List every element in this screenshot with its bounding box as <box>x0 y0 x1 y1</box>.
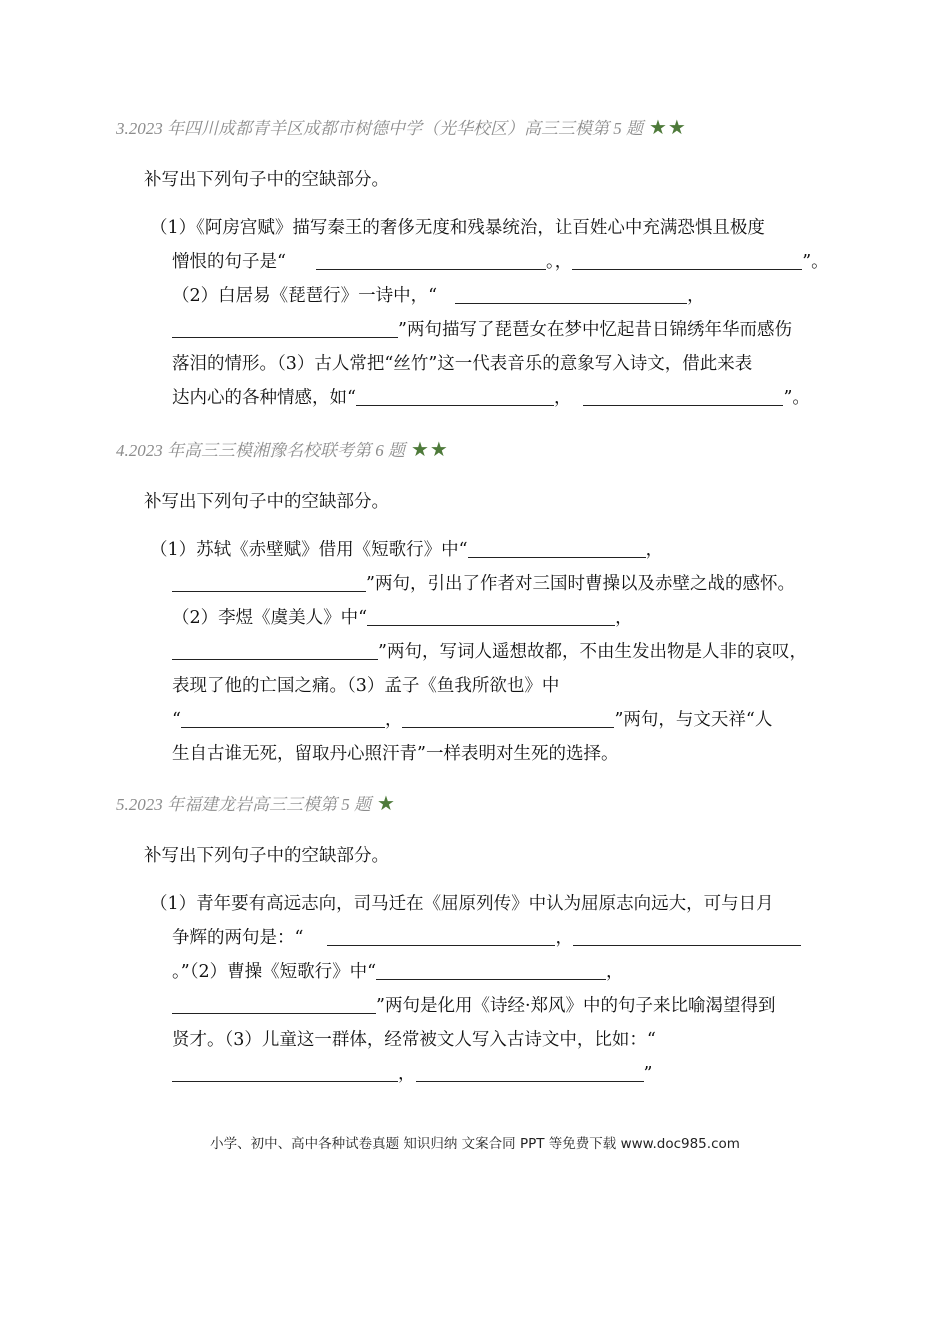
answer-blank[interactable] <box>583 387 783 406</box>
line-text: ”两句，与文天祥“人 <box>614 710 773 730</box>
question-heading-text: 3.2023 年四川成都青羊区成都市树德中学（光华校区）高三三模第 5 题 <box>116 119 643 138</box>
answer-blank[interactable] <box>376 961 606 980</box>
question-heading-text: 5.2023 年福建龙岩高三三模第 5 题 <box>116 795 371 814</box>
question-line: 表现了他的亡国之痛。（3）孟子《鱼我所欲也》中 <box>172 676 560 696</box>
line-text: 。”（2）曹操《短歌行》中“ <box>172 962 377 982</box>
answer-blank[interactable] <box>172 995 376 1014</box>
question-line <box>172 640 807 664</box>
answer-blank[interactable] <box>402 709 614 728</box>
line-text: ， <box>606 962 624 982</box>
question-heading-4 <box>116 438 449 462</box>
line-text: ” <box>643 1064 653 1084</box>
answer-blank[interactable] <box>572 251 802 270</box>
line-text: ， <box>645 540 664 560</box>
line-text: ”两句，引出了作者对三国时曹操以及赤壁之战的感怀。 <box>366 574 795 594</box>
line-text: 憎恨的句子是“ <box>172 252 286 272</box>
line-text: ， <box>554 252 573 272</box>
answer-blank[interactable] <box>172 573 366 592</box>
answer-blank[interactable] <box>172 641 378 660</box>
line-text: 争辉的两句是：“ <box>172 928 304 948</box>
instruction-text: 补写出下列句子中的空缺部分。 <box>144 170 389 190</box>
question-heading-text: 4.2023 年高三三模湘豫名校联考第 6 题 <box>116 441 405 460</box>
line-text: 达内心的各种情感，如“ <box>172 388 356 408</box>
question-line <box>172 572 795 596</box>
line-text: （1）苏轼《赤壁赋》借用《短歌行》中“ <box>150 540 468 560</box>
question-line: 贤才。（3）儿童这一群体，经常被文人写入古诗文中，比如：“ <box>172 1030 656 1050</box>
question-line <box>172 284 705 308</box>
answer-blank[interactable] <box>316 251 546 270</box>
question-line <box>150 538 663 562</box>
question-line <box>172 960 624 984</box>
instruction-text: 补写出下列句子中的空缺部分。 <box>144 492 389 512</box>
footer-text: 小学、初中、高中各种试卷真题 知识归纳 文案合同 PPT 等免费下载 www.doc985.com <box>210 1136 740 1152</box>
question-line <box>172 1062 652 1086</box>
answer-blank[interactable] <box>356 387 554 406</box>
answer-blank[interactable] <box>172 1063 398 1082</box>
question-line <box>172 994 776 1018</box>
question-line: （1）《阿房宫赋》描写秦王的奢侈无度和残暴统治，让百姓心中充满恐惧且极度 <box>150 218 765 238</box>
line-text: ”两句描写了琵琶女在梦中忆起昔日锦绣年华而感伤 <box>398 320 792 340</box>
answer-blank[interactable] <box>416 1063 644 1082</box>
line-text: ”两句是化用《诗经·郑风》中的句子来比喻渴望得到 <box>376 996 776 1016</box>
answer-blank[interactable] <box>468 539 646 558</box>
difficulty-stars: ★★ <box>411 439 449 461</box>
line-text: ， <box>615 608 633 628</box>
question-line <box>172 386 810 410</box>
question-heading-3 <box>116 116 687 140</box>
question-line: （1）青年要有高远志向，司马迁在《屈原列传》中认为屈原志向远大，可与日月 <box>150 894 774 914</box>
question-line <box>172 708 772 732</box>
line-text: ， <box>555 928 573 948</box>
question-line <box>172 318 792 342</box>
line-text: ， <box>398 1064 416 1084</box>
answer-blank[interactable] <box>367 607 615 626</box>
line-text: ， <box>553 388 572 408</box>
line-text: ， <box>384 710 403 730</box>
line-text: ”。 <box>802 252 829 272</box>
instruction-text: 补写出下列句子中的空缺部分。 <box>144 846 389 866</box>
difficulty-stars: ★ <box>377 793 396 815</box>
line-text: “ <box>172 710 181 730</box>
difficulty-stars: ★★ <box>649 117 687 139</box>
line-text: 。 <box>545 252 555 272</box>
answer-blank[interactable] <box>573 927 801 946</box>
question-line <box>172 926 801 950</box>
question-line <box>172 606 633 630</box>
line-text: ， <box>687 286 705 306</box>
answer-blank[interactable] <box>455 285 687 304</box>
line-text: （2）李煜《虞美人》中“ <box>172 608 368 628</box>
answer-blank[interactable] <box>327 927 555 946</box>
question-line <box>172 250 829 274</box>
line-text: ”。 <box>783 388 810 408</box>
answer-blank[interactable] <box>181 709 385 728</box>
question-line: 生自古谁无死，留取丹心照汗青”一样表明对生死的选择。 <box>172 744 619 764</box>
question-line: 落泪的情形。（3）古人常把“丝竹”这一代表音乐的意象写入诗文，借此来表 <box>172 354 753 374</box>
line-text: （2）白居易《琵琶行》一诗中，“ <box>172 286 438 306</box>
answer-blank[interactable] <box>172 319 398 338</box>
line-text: ”两句，写词人遥想故都，不由生发出物是人非的哀叹， <box>378 642 807 662</box>
question-heading-5 <box>116 792 396 816</box>
